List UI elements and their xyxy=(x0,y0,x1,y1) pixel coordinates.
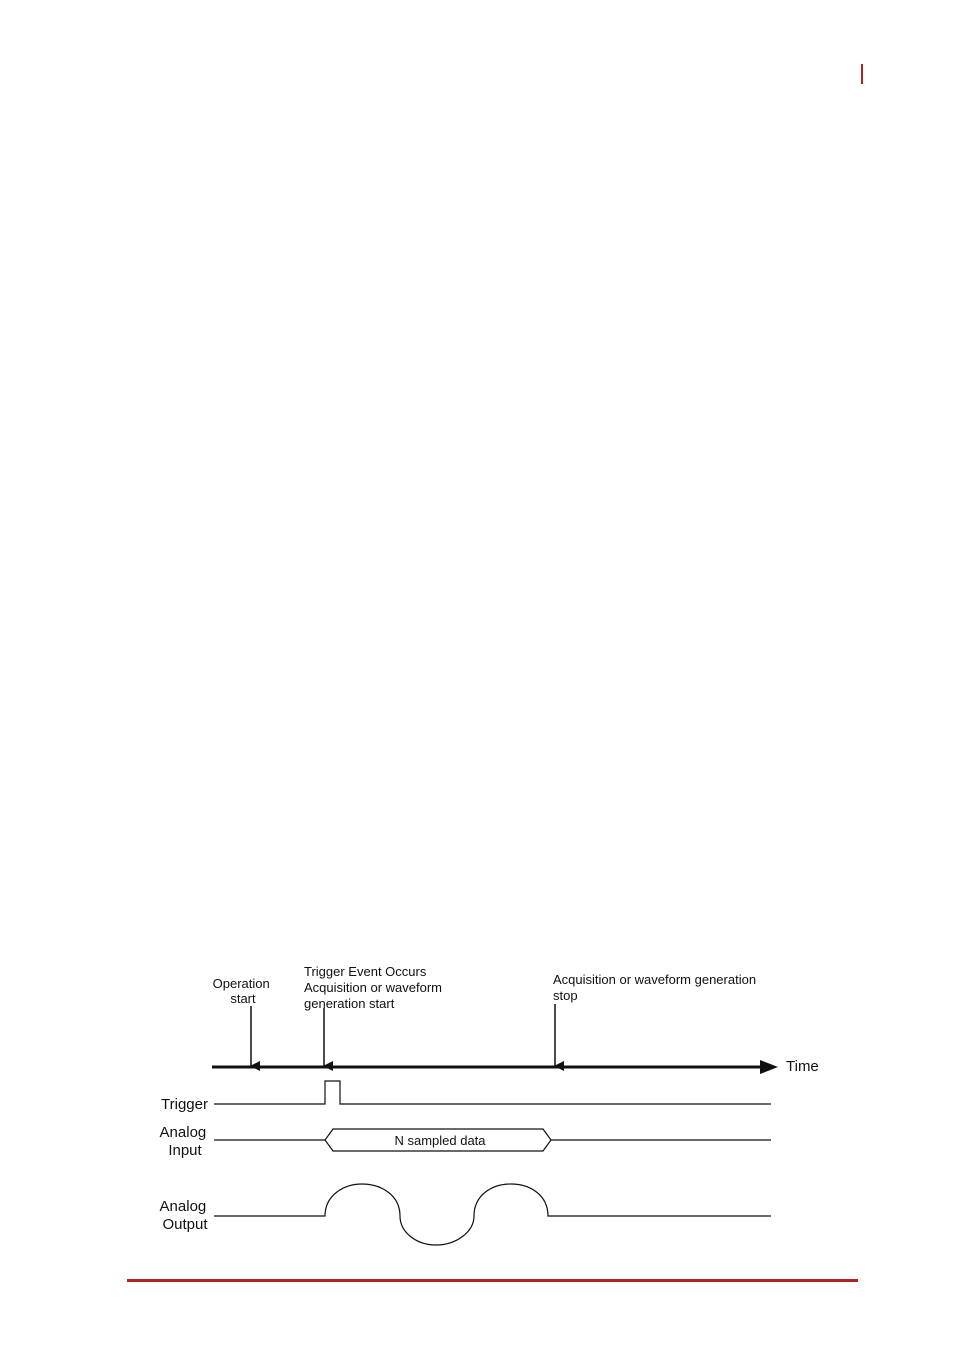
event-label-line: stop xyxy=(553,988,578,1003)
signal-label-line: Analog xyxy=(159,1198,207,1215)
time-axis-label: Time xyxy=(786,1058,819,1075)
footer-rule xyxy=(127,1279,858,1282)
event-label-stop xyxy=(553,972,760,1003)
signal-label-analog-output xyxy=(160,1198,211,1233)
event-label-operation-start xyxy=(213,976,274,1006)
event-label-line: Operation xyxy=(212,976,270,991)
signal-label-line: Trigger xyxy=(161,1096,208,1113)
time-axis-arrowhead xyxy=(760,1060,778,1074)
analog-output-waveform xyxy=(214,1184,771,1245)
analog-input-box-label: N sampled data xyxy=(394,1133,486,1148)
event-label-trigger-event xyxy=(304,964,446,1011)
signal-label-line: Input xyxy=(168,1142,202,1159)
signal-label-analog-input xyxy=(160,1124,211,1159)
event-label-line: start xyxy=(230,991,256,1006)
event-label-line: Acquisition or waveform xyxy=(304,980,442,995)
event-label-line: Acquisition or waveform generation xyxy=(553,972,757,987)
signal-label-line: Output xyxy=(162,1216,208,1233)
signal-label-line: Analog xyxy=(159,1124,207,1141)
trigger-waveform xyxy=(214,1081,771,1104)
event-label-line: Trigger Event Occurs xyxy=(304,964,427,979)
signal-label-trigger xyxy=(161,1096,208,1113)
event-label-line: generation start xyxy=(304,996,395,1011)
